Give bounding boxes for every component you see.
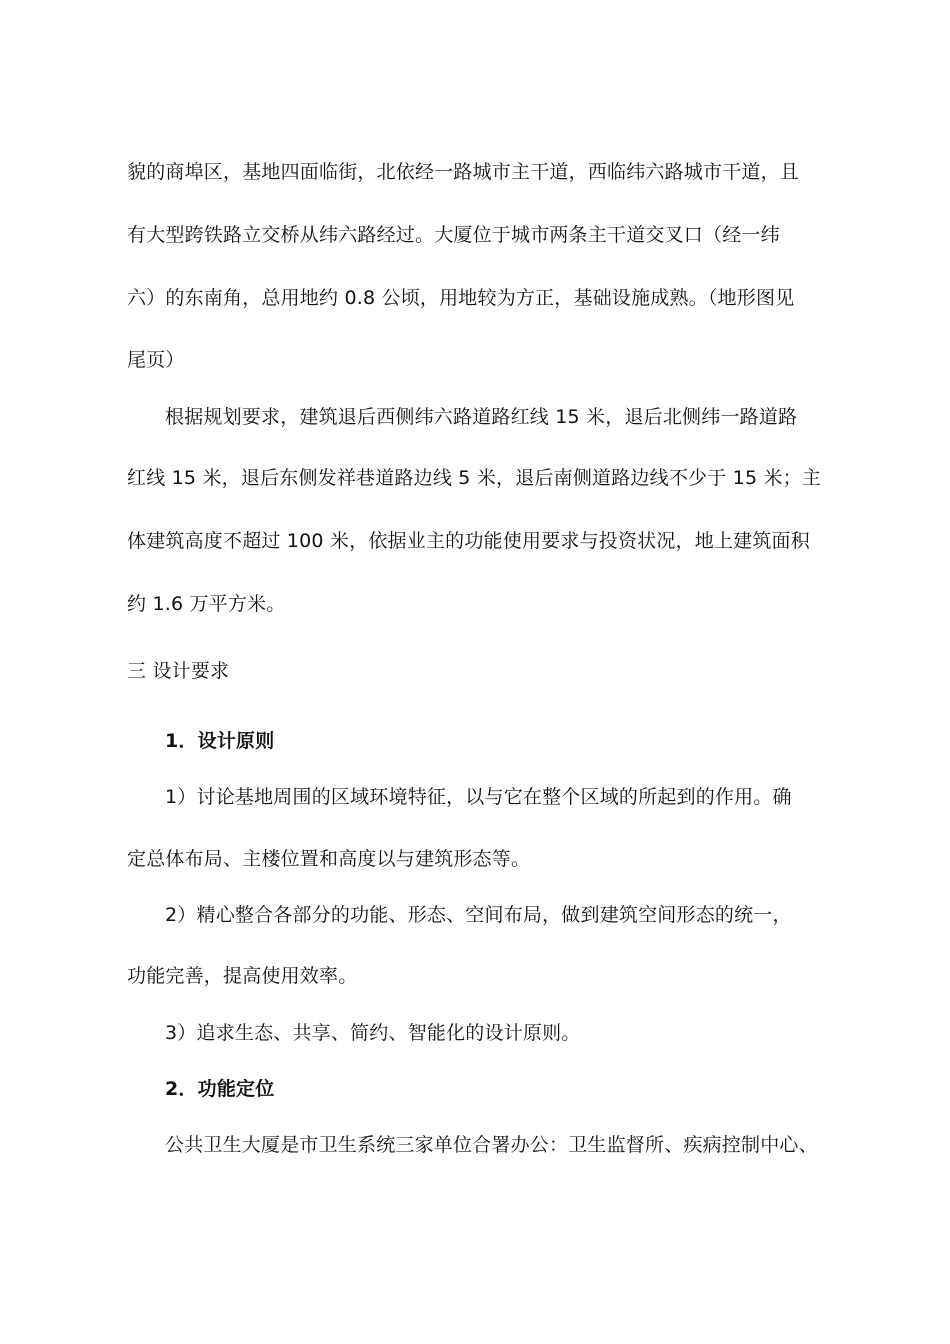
paragraph-line: 约 1.6 万平方米。 [127, 593, 286, 615]
paragraph-line: 六）的东南角，总用地约 0.8 公顷，用地较为方正，基础设施成熟。（地形图见 [127, 287, 795, 309]
subsection-heading: 2．功能定位 [165, 1078, 275, 1100]
paragraph-line: 有大型跨铁路立交桥从纬六路经过。大厦位于城市两条主干道交叉口（经一纬 [127, 224, 780, 246]
list-item-line: 功能完善，提高使用效率。 [127, 965, 358, 987]
paragraph-line: 体建筑高度不超过 100 米，依据业主的功能使用要求与投资状况，地上建筑面积 [127, 530, 810, 552]
list-item-line: 3）追求生态、共享、简约、智能化的设计原则。 [165, 1022, 581, 1044]
paragraph-line: 根据规划要求，建筑退后西侧纬六路道路红线 15 米，退后北侧纬一路道路 [165, 406, 798, 428]
list-item-line: 定总体布局、主楼位置和高度以与建筑形态等。 [127, 848, 531, 870]
list-item-line: 2）精心整合各部分的功能、形态、空间布局，做到建筑空间形态的统一， [165, 904, 792, 926]
paragraph-line: 貌的商埠区，基地四面临街，北依经一路城市主干道，西临纬六路城市干道，且 [127, 161, 800, 183]
subsection-heading: 1．设计原则 [165, 730, 275, 752]
list-item-line: 1）讨论基地周围的区域环境特征，以与它在整个区域的所起到的作用。确 [165, 786, 792, 808]
paragraph-line: 红线 15 米，退后东侧发祥巷道路边线 5 米，退后南侧道路边线不少于 15 米；主 [127, 467, 822, 489]
paragraph-line: 公共卫生大厦是市卫生系统三家单位合署办公：卫生监督所、疾病控制中心、 [165, 1134, 818, 1156]
paragraph-line: 尾页） [127, 349, 185, 371]
section-heading: 三 设计要求 [127, 660, 230, 682]
